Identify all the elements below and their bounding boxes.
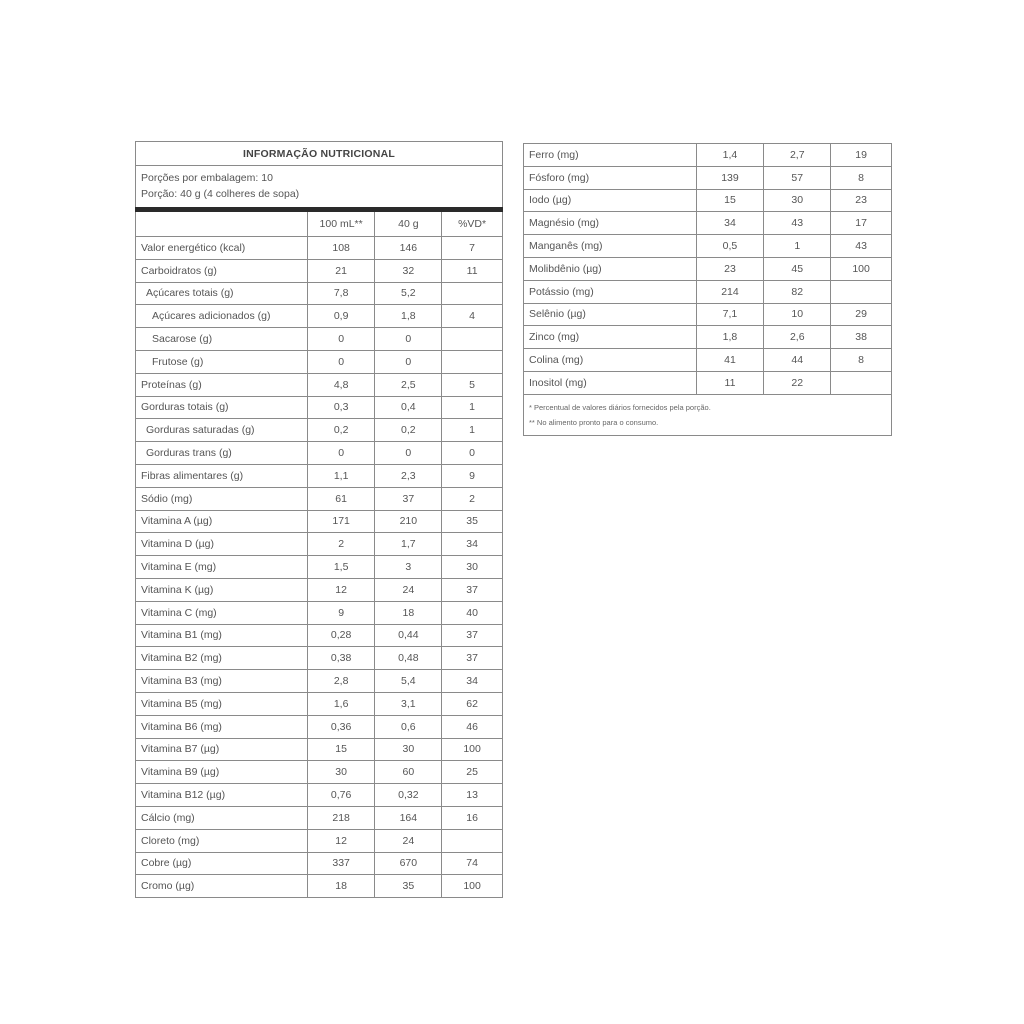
table-row [136, 738, 503, 761]
value-vd: 13 [442, 784, 503, 807]
value-40g: 0,2 [375, 419, 442, 442]
value-100ml: 218 [307, 806, 375, 829]
table-row [136, 692, 503, 715]
value-40g: 3 [375, 556, 442, 579]
value-40g: 43 [764, 212, 831, 235]
nutrient-name: Vitamina B1 (mg) [136, 624, 308, 647]
nutrient-name: Vitamina B7 (µg) [136, 738, 308, 761]
value-vd [442, 282, 503, 305]
value-vd: 29 [831, 303, 892, 326]
nutrient-name: Gorduras trans (g) [136, 442, 308, 465]
value-100ml: 41 [696, 349, 764, 372]
nutrient-name: Magnésio (mg) [524, 212, 697, 235]
nutrient-name: Vitamina B12 (µg) [136, 784, 308, 807]
value-100ml: 12 [307, 829, 375, 852]
value-100ml: 7,8 [307, 282, 375, 305]
value-vd [442, 350, 503, 373]
value-vd: 38 [831, 326, 892, 349]
value-40g: 30 [764, 189, 831, 212]
value-100ml: 11 [696, 371, 764, 394]
value-100ml: 15 [696, 189, 764, 212]
table-row [136, 237, 503, 260]
value-40g: 0 [375, 442, 442, 465]
value-40g: 10 [764, 303, 831, 326]
value-100ml: 0,38 [307, 647, 375, 670]
value-vd: 37 [442, 578, 503, 601]
table-row [524, 303, 892, 326]
table-row [136, 784, 503, 807]
nutrient-name: Açúcares adicionados (g) [136, 305, 308, 328]
table-row [136, 533, 503, 556]
table-row [136, 442, 503, 465]
value-100ml: 30 [307, 761, 375, 784]
footnote-vd: * Percentual de valores diários fornecidos pela porção. [529, 402, 711, 412]
table-row [136, 624, 503, 647]
value-100ml: 23 [696, 257, 764, 280]
nutrient-name: Vitamina B3 (mg) [136, 670, 308, 693]
nutrient-name: Vitamina B9 (µg) [136, 761, 308, 784]
value-vd: 17 [831, 212, 892, 235]
value-vd: 34 [442, 670, 503, 693]
value-100ml: 0,5 [696, 235, 764, 258]
value-40g: 5,4 [375, 670, 442, 693]
value-100ml: 1,4 [696, 144, 764, 167]
value-100ml: 2 [307, 533, 375, 556]
table-row [524, 257, 892, 280]
value-vd: 4 [442, 305, 503, 328]
value-vd: 1 [442, 419, 503, 442]
value-40g: 3,1 [375, 692, 442, 715]
value-100ml: 4,8 [307, 373, 375, 396]
value-vd: 46 [442, 715, 503, 738]
value-vd: 9 [442, 464, 503, 487]
column-header-40g: 40 g [375, 210, 442, 237]
value-100ml: 0,28 [307, 624, 375, 647]
nutrient-name: Sacarose (g) [136, 328, 308, 351]
value-100ml: 15 [307, 738, 375, 761]
nutrient-name: Cromo (µg) [136, 875, 308, 898]
nutrient-name: Colina (mg) [524, 349, 697, 372]
value-100ml: 171 [307, 510, 375, 533]
nutrient-name: Sódio (mg) [136, 487, 308, 510]
value-100ml: 2,8 [307, 670, 375, 693]
value-40g: 24 [375, 829, 442, 852]
table-row [136, 305, 503, 328]
table-row [136, 282, 503, 305]
nutrient-name: Molibdênio (µg) [524, 257, 697, 280]
table-row [524, 371, 892, 394]
table-row [136, 670, 503, 693]
value-vd: 23 [831, 189, 892, 212]
nutrient-name: Açúcares totais (g) [136, 282, 308, 305]
table-row [136, 875, 503, 898]
nutrition-table-left-body [136, 142, 503, 898]
table-row [524, 280, 892, 303]
nutrient-name: Frutose (g) [136, 350, 308, 373]
value-vd [831, 371, 892, 394]
nutrient-name: Fibras alimentares (g) [136, 464, 308, 487]
table-row [136, 829, 503, 852]
table-row [136, 396, 503, 419]
nutrient-name: Cloreto (mg) [136, 829, 308, 852]
table-title: INFORMAÇÃO NUTRICIONAL [136, 142, 503, 166]
value-vd: 8 [831, 349, 892, 372]
column-header-row [136, 210, 503, 237]
value-40g: 146 [375, 237, 442, 260]
table-row [524, 235, 892, 258]
value-vd: 8 [831, 166, 892, 189]
value-40g: 0,4 [375, 396, 442, 419]
nutrient-name: Vitamina K (µg) [136, 578, 308, 601]
value-40g: 0 [375, 350, 442, 373]
table-row [136, 259, 503, 282]
servings-per-package: Porções por embalagem: 10 [141, 172, 273, 184]
value-vd: 0 [442, 442, 503, 465]
value-vd: 1 [442, 396, 503, 419]
nutrient-name: Vitamina B6 (mg) [136, 715, 308, 738]
value-100ml: 34 [696, 212, 764, 235]
value-40g: 1 [764, 235, 831, 258]
serving-size: Porção: 40 g (4 colheres de sopa) [141, 188, 300, 200]
value-40g: 1,7 [375, 533, 442, 556]
table-row [136, 852, 503, 875]
value-vd: 11 [442, 259, 503, 282]
nutrient-name: Zinco (mg) [524, 326, 697, 349]
value-40g: 57 [764, 166, 831, 189]
value-100ml: 139 [696, 166, 764, 189]
value-40g: 2,5 [375, 373, 442, 396]
value-40g: 2,6 [764, 326, 831, 349]
value-vd: 5 [442, 373, 503, 396]
table-row [136, 464, 503, 487]
value-40g: 44 [764, 349, 831, 372]
value-vd: 7 [442, 237, 503, 260]
value-100ml: 12 [307, 578, 375, 601]
value-100ml: 337 [307, 852, 375, 875]
value-40g: 45 [764, 257, 831, 280]
value-40g: 670 [375, 852, 442, 875]
value-100ml: 0 [307, 442, 375, 465]
nutrition-table-right-body [524, 144, 892, 395]
nutrient-name: Potássio (mg) [524, 280, 697, 303]
table-row [524, 326, 892, 349]
value-vd: 62 [442, 692, 503, 715]
value-100ml: 1,6 [307, 692, 375, 715]
nutrient-name: Vitamina E (mg) [136, 556, 308, 579]
footnotes [524, 394, 892, 435]
table-row [136, 715, 503, 738]
value-100ml: 0,2 [307, 419, 375, 442]
table-row [524, 349, 892, 372]
value-100ml: 1,5 [307, 556, 375, 579]
table-row [136, 510, 503, 533]
value-40g: 0,32 [375, 784, 442, 807]
table-row [136, 373, 503, 396]
nutrient-name: Inositol (mg) [524, 371, 697, 394]
value-100ml: 0 [307, 328, 375, 351]
value-100ml: 0,9 [307, 305, 375, 328]
value-vd: 100 [442, 875, 503, 898]
value-vd: 25 [442, 761, 503, 784]
value-40g: 164 [375, 806, 442, 829]
value-100ml: 0,36 [307, 715, 375, 738]
nutrient-name: Cobre (µg) [136, 852, 308, 875]
table-row [136, 806, 503, 829]
value-vd: 74 [442, 852, 503, 875]
value-vd [831, 280, 892, 303]
value-40g: 0,44 [375, 624, 442, 647]
nutrient-name: Selênio (µg) [524, 303, 697, 326]
nutrient-name: Manganês (mg) [524, 235, 697, 258]
column-header-nutrient [136, 210, 308, 237]
value-vd: 34 [442, 533, 503, 556]
value-vd: 37 [442, 624, 503, 647]
value-40g: 0,6 [375, 715, 442, 738]
value-40g: 35 [375, 875, 442, 898]
nutrient-name: Carboidratos (g) [136, 259, 308, 282]
table-row [136, 647, 503, 670]
value-40g: 18 [375, 601, 442, 624]
value-vd: 2 [442, 487, 503, 510]
value-vd: 16 [442, 806, 503, 829]
nutrient-name: Vitamina B2 (mg) [136, 647, 308, 670]
value-100ml: 0,3 [307, 396, 375, 419]
value-vd: 30 [442, 556, 503, 579]
table-row [524, 212, 892, 235]
table-row [136, 350, 503, 373]
value-100ml: 9 [307, 601, 375, 624]
nutrient-name: Vitamina C (mg) [136, 601, 308, 624]
value-40g: 24 [375, 578, 442, 601]
nutrient-name: Vitamina D (µg) [136, 533, 308, 556]
value-100ml: 0,76 [307, 784, 375, 807]
value-vd: 19 [831, 144, 892, 167]
value-40g: 5,2 [375, 282, 442, 305]
nutrient-name: Gorduras saturadas (g) [136, 419, 308, 442]
nutrient-name: Cálcio (mg) [136, 806, 308, 829]
table-row [524, 189, 892, 212]
value-40g: 22 [764, 371, 831, 394]
value-100ml: 61 [307, 487, 375, 510]
value-40g: 1,8 [375, 305, 442, 328]
nutrient-name: Gorduras totais (g) [136, 396, 308, 419]
table-row [136, 761, 503, 784]
value-40g: 210 [375, 510, 442, 533]
table-row [136, 328, 503, 351]
value-40g: 0 [375, 328, 442, 351]
column-header-vd: %VD* [442, 210, 503, 237]
table-row [136, 487, 503, 510]
column-header-100ml: 100 mL** [307, 210, 375, 237]
nutrient-name: Iodo (µg) [524, 189, 697, 212]
value-vd [442, 328, 503, 351]
table-row [136, 556, 503, 579]
nutrition-table-right [523, 143, 892, 436]
nutrition-table-left [135, 141, 503, 898]
value-40g: 0,48 [375, 647, 442, 670]
value-40g: 37 [375, 487, 442, 510]
value-100ml: 7,1 [696, 303, 764, 326]
value-40g: 2,7 [764, 144, 831, 167]
serving-info [136, 166, 503, 210]
value-vd: 100 [831, 257, 892, 280]
table-row [136, 419, 503, 442]
value-100ml: 0 [307, 350, 375, 373]
nutrient-name: Vitamina A (µg) [136, 510, 308, 533]
nutrient-name: Fósforo (mg) [524, 166, 697, 189]
value-40g: 82 [764, 280, 831, 303]
table-row [524, 144, 892, 167]
value-100ml: 21 [307, 259, 375, 282]
value-100ml: 108 [307, 237, 375, 260]
footnote-ready: ** No alimento pronto para o consumo. [529, 417, 659, 427]
value-vd: 40 [442, 601, 503, 624]
value-vd: 35 [442, 510, 503, 533]
value-vd [442, 829, 503, 852]
value-vd: 100 [442, 738, 503, 761]
value-100ml: 214 [696, 280, 764, 303]
nutrient-name: Valor energético (kcal) [136, 237, 308, 260]
value-100ml: 1,8 [696, 326, 764, 349]
table-row [136, 601, 503, 624]
nutrient-name: Ferro (mg) [524, 144, 697, 167]
value-40g: 30 [375, 738, 442, 761]
value-100ml: 18 [307, 875, 375, 898]
value-40g: 60 [375, 761, 442, 784]
value-40g: 32 [375, 259, 442, 282]
value-vd: 43 [831, 235, 892, 258]
value-vd: 37 [442, 647, 503, 670]
table-row [524, 166, 892, 189]
value-100ml: 1,1 [307, 464, 375, 487]
table-row [136, 578, 503, 601]
value-40g: 2,3 [375, 464, 442, 487]
nutrient-name: Proteínas (g) [136, 373, 308, 396]
nutrient-name: Vitamina B5 (mg) [136, 692, 308, 715]
